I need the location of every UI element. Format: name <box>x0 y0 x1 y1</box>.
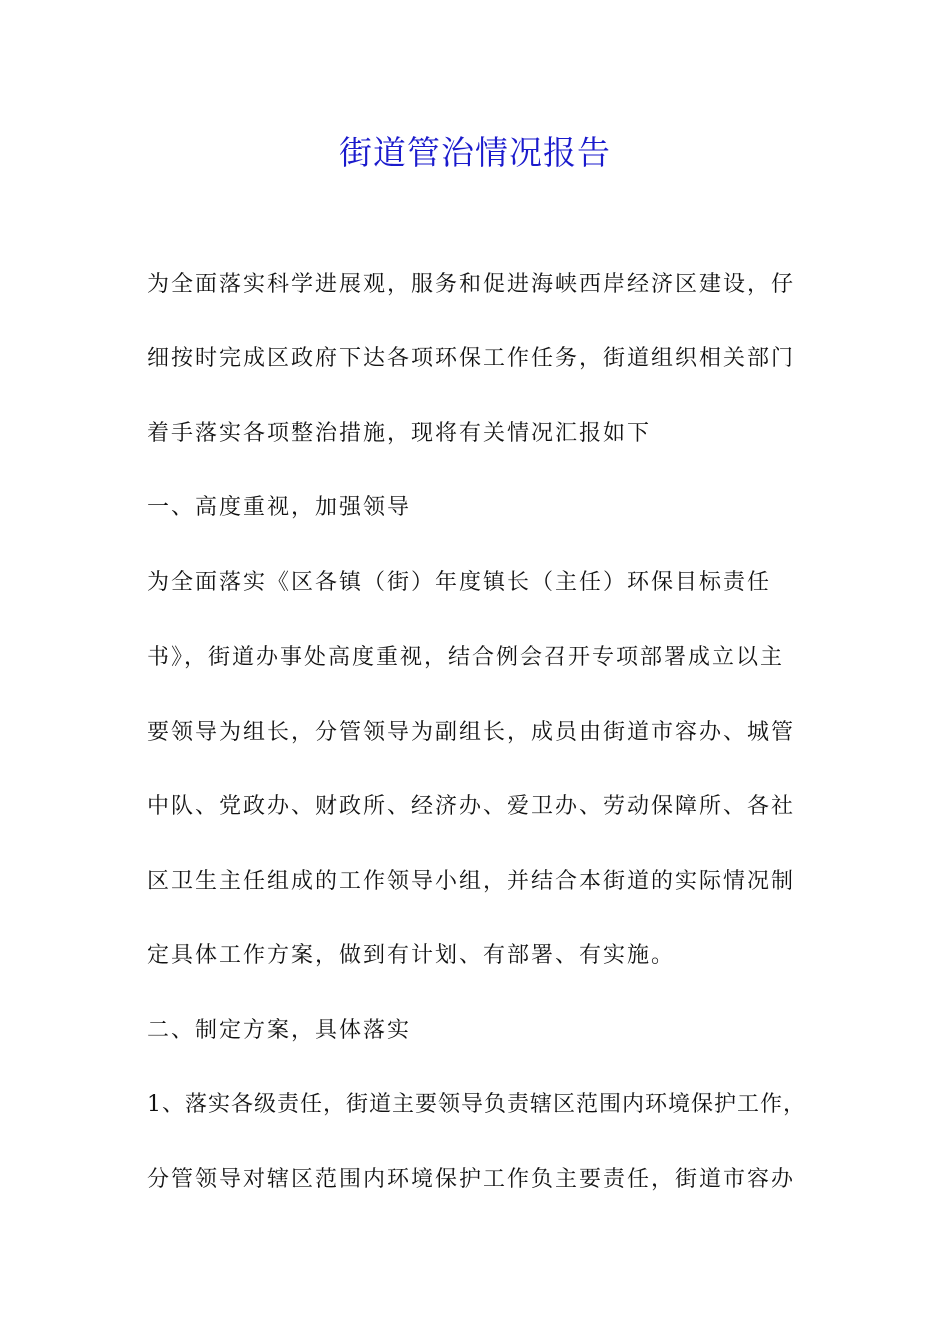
paragraph-line: 为全面落实科学进展观，服务和促进海峡西岸经济区建设，仔 <box>147 272 796 297</box>
section-heading: 二、制定方案，具体落实 <box>147 1018 412 1043</box>
document-title: 街道管治情况报告 <box>339 133 611 172</box>
paragraph-line: 定具体工作方案，做到有计划、有部署、有实施。 <box>147 943 676 968</box>
paragraph-line: 区卫生主任组成的工作领导小组，并结合本街道的实际情况制 <box>147 869 796 894</box>
paragraph-line: 书》，街道办事处高度重视，结合例会召开专项部署成立以主 <box>147 645 785 670</box>
paragraph-line: 要领导为组长，分管领导为副组长，成员由街道市容办、城管 <box>147 720 796 745</box>
paragraph-line: 中队、党政办、财政所、经济办、爱卫办、劳动保障所、各社 <box>147 794 796 819</box>
paragraph-line: 细按时完成区政府下达各项环保工作任务，街道组织相关部门 <box>147 346 796 371</box>
paragraph-line: 为全面落实《区各镇（街）年度镇长（主任）环保目标责任 <box>147 570 772 595</box>
paragraph-line: 1、落实各级责任，街道主要领导负责辖区范围内环境保护工作， <box>147 1092 806 1117</box>
paragraph-line: 分管领导对辖区范围内环境保护工作负主要责任，街道市容办 <box>147 1167 796 1192</box>
section-heading: 一、高度重视，加强领导 <box>147 495 412 520</box>
paragraph-line: 着手落实各项整治措施，现将有关情况汇报如下 <box>147 421 652 446</box>
